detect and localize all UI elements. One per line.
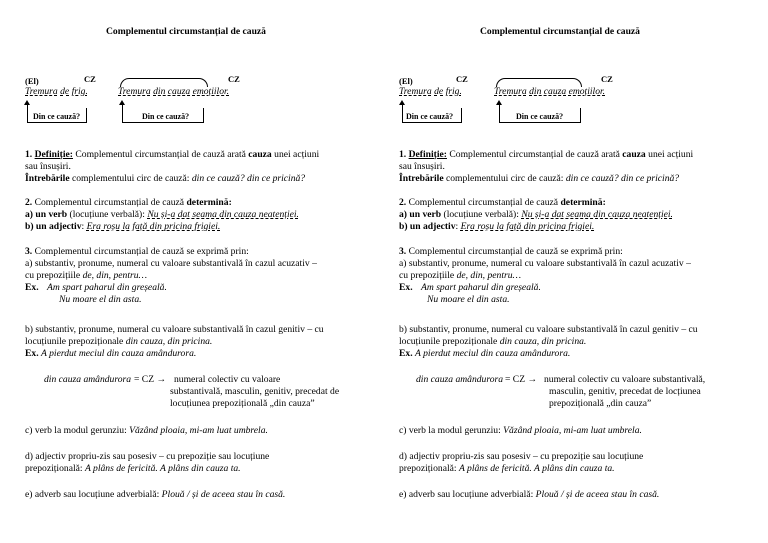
question-2: Din ce cauză? [516,112,564,121]
definition-line-1: 1. Definiție: Complementul circumstanțial de cauză arată cauza unei acțiuni [399,149,694,160]
item-c: c) verb la modul gerunziu: Văzând ploaia, mi-am luat umbrela. [25,425,268,436]
example-a-2: Nu moare el din asta. [427,294,510,305]
example-a-1: Ex. Am spart paharul din greșeală. [399,282,541,293]
item-d-line-1: d) adjectiv propriu-zis sau posesiv – cu prepoziție sau locuțiune [399,451,644,462]
item-c: c) verb la modul gerunziu: Văzând ploaia, mi-am luat umbrela. [399,425,642,436]
item-e: e) adverb sau locuțiune adverbială: Plouă / și de aceea stau în casă. [399,489,660,500]
questions-line: Întrebările complementului circ de cauză: din ce cauză? din ce pricină? [399,173,680,184]
determines-verb: a) un verb (locuțiune verbală): Nu și-a dat seama din cauza neatenției. [25,209,299,220]
analysis-line-3: locuțiunea prepozițională „din cauza” [170,398,315,409]
item-b-line-2: locuțiunile prepoziționale din cauza, din pricina. [399,336,587,347]
expressed-line: 3. Complementul circumstanțial de cauză se exprimă prin: [25,246,249,257]
cz-label-1: CZ [84,74,96,84]
item-d-line-2: prepozițională: A plâns de fericită. A plâns din cauza ta. [399,463,615,474]
page-title: Complementul circumstanțial de cauză [480,26,640,37]
question-1: Din ce cauză? [406,112,454,121]
item-d-line-2: prepozițională: A plâns de fericită. A plâns din cauza ta. [25,463,241,474]
example-b: Ex. A pierdut meciul din cauza amândurora. [25,348,197,359]
example-1: Tremura de frig. [25,86,88,97]
page-title: Complementul circumstanțial de cauză [106,26,266,37]
item-b-line-2: locuțiunile prepoziționale din cauza, din pricina. [25,336,213,347]
cz-label-1: CZ [456,74,468,84]
item-d-line-1: d) adjectiv propriu-zis sau posesiv – cu prepoziție sau locuțiune [25,451,270,462]
item-b-line-1: b) substantiv, pronume, numeral cu valoare substantivală în cazul genitiv – cu [25,324,324,335]
definition-line-2: sau însușiri. [399,161,445,172]
analysis-phrase: din cauza amândurora [44,374,132,385]
analysis-eq: = CZ → [505,374,538,385]
analysis-eq: = CZ → [134,374,167,385]
example-1: Tremura de frig. [399,86,462,97]
determines-adjective: b) un adjectiv: Era roșu la față din pricina frigiei. [399,221,595,232]
example-b: Ex. A pierdut meciul din cauza amândurora. [399,348,571,359]
determines-line: 2. Complementul circumstanțial de cauză determină: [399,197,606,208]
example-a-2: Nu moare el din asta. [59,294,142,305]
question-2: Din ce cauză? [142,112,190,121]
analysis-line-3: prepozițională „din cauza” [549,398,652,409]
determines-adjective: b) un adjectiv: Era roșu la față din pricina frigiei. [25,221,221,232]
subject-label: (El) [399,76,413,86]
determines-line: 2. Complementul circumstanțial de cauză determină: [25,197,232,208]
subject-label: (El) [25,76,39,86]
analysis-line-1: numeral colectiv cu valoare substantivală, [544,374,706,385]
cz-label-2: CZ [228,74,240,84]
example-2: Tremura din cauza emoțiilor. [118,86,230,97]
item-b-line-1: b) substantiv, pronume, numeral cu valoare substantivală în cazul genitiv – cu [399,324,698,335]
analysis-phrase: din cauza amândurora [416,374,504,385]
definition-line-2: sau însușiri. [25,161,71,172]
analysis-line-1: numeral colectiv cu valoare [174,374,281,385]
question-1: Din ce cauză? [33,112,81,121]
item-a-line-1: a) substantiv, pronume, numeral cu valoare substantivală în cazul acuzativ – [25,258,317,269]
cz-label-2: CZ [601,74,613,84]
item-a-line-1: a) substantiv, pronume, numeral cu valoare substantivală în cazul acuzativ – [399,258,691,269]
item-e: e) adverb sau locuțiune adverbială: Plouă / și de aceea stau în casă. [25,489,286,500]
analysis-line-2: substantivală, masculin, genitiv, precedat de [170,386,340,397]
expressed-line: 3. Complementul circumstanțial de cauză se exprimă prin: [399,246,623,257]
analysis-line-2: masculin, genitiv, precedat de locțiunea [549,386,701,397]
item-a-line-2: cu prepozițiile de, din, pentru… [25,270,148,281]
definition-line-1: 1. Definiție: Complementul circumstanțial de cauză arată cauza unei acțiuni [25,149,320,160]
determines-verb: a) un verb (locuțiune verbală): Nu și-a dat seama din cauza neatenției. [399,209,673,220]
example-2: Tremura din cauza emoțiilor. [494,86,606,97]
questions-line: Întrebările complementului circ de cauză: din ce cauză? din ce pricină? [25,173,306,184]
example-a-1: Ex. Am spart paharul din greșeală. [25,282,167,293]
page-right [384,0,768,543]
item-a-line-2: cu prepozițiile de, din, pentru… [399,270,522,281]
